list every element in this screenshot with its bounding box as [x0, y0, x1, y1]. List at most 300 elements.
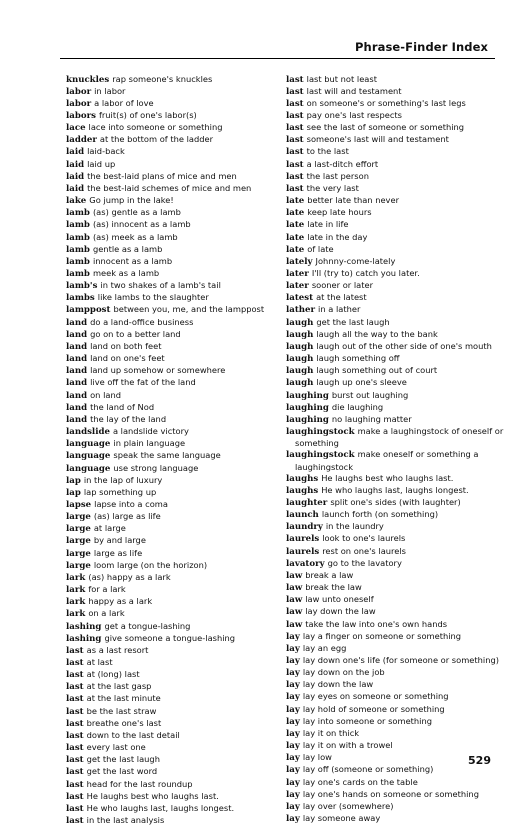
entry-phrase: lay into someone or something	[303, 716, 432, 726]
entry-headword: large	[66, 536, 91, 546]
entry-phrase: at last	[87, 657, 113, 667]
entry-headword: lay	[286, 705, 300, 715]
index-entry	[286, 304, 498, 316]
entry-phrase: on a lark	[88, 608, 124, 618]
index-entry	[66, 523, 280, 535]
index-entry	[286, 619, 498, 631]
entry-phrase: lay down the law	[303, 679, 373, 689]
index-entry	[286, 497, 498, 509]
index-entry	[66, 341, 280, 353]
entry-phrase: the best-laid schemes of mice and men	[87, 183, 251, 193]
index-entry	[66, 791, 280, 803]
entry-headword: lamb	[66, 208, 90, 218]
index-entry	[66, 596, 280, 608]
index-entry	[66, 779, 280, 791]
entry-headword: lap	[66, 488, 81, 498]
index-entry	[66, 74, 280, 86]
index-entry	[66, 548, 280, 560]
entry-phrase: (as) gentle as a lamb	[93, 207, 181, 217]
entry-phrase: (as) large as life	[94, 511, 161, 521]
index-entry	[66, 232, 280, 244]
index-entry	[286, 122, 498, 134]
entry-headword: laid	[66, 160, 84, 170]
entry-phrase: laugh out of the other side of one's mouth	[316, 341, 492, 351]
entry-headword: laundry	[286, 522, 323, 532]
index-entry	[66, 171, 280, 183]
entry-phrase: in labor	[94, 86, 125, 96]
entry-headword: lap	[66, 476, 81, 486]
entry-phrase: land on both feet	[90, 341, 161, 351]
entry-headword: late	[286, 196, 304, 206]
index-entry	[286, 414, 498, 426]
index-entry	[66, 414, 280, 426]
entry-headword: lamb	[66, 220, 90, 230]
index-entry	[286, 402, 498, 414]
entry-phrase: laid up	[87, 159, 115, 169]
entry-headword: labors	[66, 111, 96, 121]
index-entry	[66, 244, 280, 256]
entry-phrase: laugh all the way to the bank	[316, 329, 437, 339]
index-entry	[286, 570, 498, 582]
entry-headword: lambs	[66, 293, 95, 303]
index-entry	[66, 134, 280, 146]
entry-headword: knuckles	[66, 75, 109, 85]
entry-headword: laughing	[286, 403, 329, 413]
entry-headword: laid	[66, 147, 84, 157]
entry-phrase: He who laughs last, laughs longest.	[321, 485, 468, 495]
index-entry	[66, 754, 280, 766]
entry-headword: lay	[286, 814, 300, 824]
index-entry	[286, 801, 498, 813]
entry-headword: laughs	[286, 474, 318, 484]
entry-headword: large	[66, 524, 91, 534]
entry-headword: lay	[286, 680, 300, 690]
entry-headword: lark	[66, 585, 85, 595]
entry-headword: later	[286, 269, 309, 279]
entry-headword: lay	[286, 753, 300, 763]
entry-phrase: better late than never	[307, 195, 399, 205]
index-entry	[66, 560, 280, 572]
entry-headword: land	[66, 330, 87, 340]
entry-headword: lashing	[66, 622, 101, 632]
index-entry	[286, 195, 498, 207]
index-entry	[286, 329, 498, 341]
entry-headword: landslide	[66, 427, 110, 437]
entry-phrase: lay one's hands on someone or something	[303, 789, 479, 799]
entry-phrase: a landslide victory	[113, 426, 189, 436]
entry-headword: land	[66, 403, 87, 413]
index-entry	[66, 377, 280, 389]
entry-phrase: last will and testament	[307, 86, 402, 96]
index-entry	[66, 475, 280, 487]
index-entry	[286, 764, 498, 776]
entry-phrase: I'll (try to) catch you later.	[312, 268, 420, 278]
index-entry	[66, 329, 280, 341]
index-entry	[66, 353, 280, 365]
entry-phrase: lay one's cards on the table	[303, 777, 418, 787]
entry-phrase: in a lather	[318, 304, 360, 314]
entry-phrase: at (long) last	[87, 669, 140, 679]
entry-headword: lace	[66, 123, 86, 133]
entry-headword: lay	[286, 692, 300, 702]
entry-headword: last	[66, 682, 84, 692]
entry-headword: last	[286, 111, 304, 121]
index-entry	[286, 813, 498, 825]
entry-headword: language	[66, 451, 110, 461]
entry-headword: lay	[286, 656, 300, 666]
entry-phrase: lace into someone or something	[89, 122, 223, 132]
entry-headword: lay	[286, 632, 300, 642]
entry-headword: lay	[286, 802, 300, 812]
entry-phrase: laugh something off	[316, 353, 399, 363]
entry-headword: laugh	[286, 330, 313, 340]
index-entry	[286, 377, 498, 389]
entry-phrase: breathe one's last	[87, 718, 162, 728]
entry-phrase: (as) happy as a lark	[88, 572, 170, 582]
entry-phrase: late in the day	[307, 232, 367, 242]
entry-headword: laid	[66, 172, 84, 182]
entry-headword: lark	[66, 573, 85, 583]
entry-phrase: lapse into a coma	[94, 499, 168, 509]
index-entry	[66, 657, 280, 669]
index-entry	[286, 146, 498, 158]
entry-headword: lamb	[66, 245, 90, 255]
entry-headword: last	[286, 160, 304, 170]
entry-phrase: in the last analysis	[87, 815, 165, 825]
index-entry	[66, 572, 280, 584]
entry-phrase: gentle as a lamb	[93, 244, 162, 254]
index-entry	[286, 473, 498, 485]
entry-phrase: at the last gasp	[87, 681, 152, 691]
entry-phrase: on someone's or something's last legs	[307, 98, 466, 108]
index-entry	[66, 742, 280, 754]
index-entry	[66, 621, 280, 633]
index-entry	[66, 292, 280, 304]
entry-phrase: a last-ditch effort	[307, 159, 379, 169]
index-entry	[66, 183, 280, 195]
entry-phrase: of late	[307, 244, 333, 254]
entry-phrase: the lay of the land	[90, 414, 166, 424]
index-entry	[286, 521, 498, 533]
index-entry	[286, 365, 498, 377]
entry-headword: lay	[286, 790, 300, 800]
index-entry	[66, 633, 280, 645]
index-entry	[286, 679, 498, 691]
entry-headword: last	[286, 123, 304, 133]
index-entry	[66, 438, 280, 450]
index-entry	[286, 74, 498, 86]
entry-headword: last	[66, 707, 84, 717]
index-entry	[66, 122, 280, 134]
entry-phrase: between you, me, and the lamppost	[113, 304, 264, 314]
index-entry	[286, 594, 498, 606]
index-entry	[66, 608, 280, 620]
index-entry	[286, 219, 498, 231]
index-entry	[66, 681, 280, 693]
entry-headword: last	[286, 135, 304, 145]
entry-headword: lay	[286, 717, 300, 727]
entry-phrase: break a law	[305, 570, 353, 580]
index-entry	[286, 740, 498, 752]
entry-phrase: at the bottom of the ladder	[100, 134, 213, 144]
index-entry	[286, 485, 498, 497]
entry-headword: law	[286, 607, 302, 617]
entry-phrase: get the last laugh	[87, 754, 160, 764]
entry-headword: land	[66, 415, 87, 425]
entry-phrase: in the lap of luxury	[84, 475, 162, 485]
entry-headword: latest	[286, 293, 313, 303]
running-head: Phrase-Finder Index	[355, 40, 488, 54]
entry-phrase: laid-back	[87, 146, 125, 156]
entry-phrase: lay a finger on someone or something	[303, 631, 461, 641]
entry-phrase: be the last straw	[87, 706, 157, 716]
entry-headword: lay	[286, 778, 300, 788]
index-entry	[286, 716, 498, 728]
entry-phrase: He who laughs last, laughs longest.	[87, 803, 234, 813]
entry-phrase: give someone a tongue-lashing	[104, 633, 235, 643]
entry-headword: last	[66, 816, 84, 826]
index-entry	[66, 693, 280, 705]
entry-phrase: law unto oneself	[305, 594, 373, 604]
entry-headword: late	[286, 245, 304, 255]
entry-phrase: the land of Nod	[90, 402, 154, 412]
index-entry	[66, 535, 280, 547]
entry-headword: laugh	[286, 318, 313, 328]
entry-headword: ladder	[66, 135, 97, 145]
index-entry	[66, 390, 280, 402]
entry-phrase: get a tongue-lashing	[104, 621, 190, 631]
entry-headword: lather	[286, 305, 315, 315]
entry-phrase: Johnny-come-lately	[316, 256, 396, 266]
entry-headword: last	[286, 99, 304, 109]
entry-phrase: like lambs to the slaughter	[98, 292, 209, 302]
index-entry	[66, 718, 280, 730]
entry-phrase: a labor of love	[94, 98, 154, 108]
entry-phrase: lap something up	[84, 487, 156, 497]
entry-phrase: get the last word	[87, 766, 158, 776]
entry-phrase: make a laughingstock of oneself or	[358, 426, 504, 436]
entry-headword: lay	[286, 741, 300, 751]
entry-phrase: get the last laugh	[316, 317, 389, 327]
entry-phrase: see the last of someone or something	[307, 122, 464, 132]
index-entry	[286, 98, 498, 110]
entry-phrase: look to one's laurels	[322, 533, 405, 543]
entry-headword: laughing	[286, 391, 329, 401]
entry-phrase: innocent as a lamb	[93, 256, 172, 266]
index-entry	[66, 487, 280, 499]
entry-phrase: rest on one's laurels	[322, 546, 406, 556]
entry-phrase: use strong language	[113, 463, 198, 473]
entry-phrase: large as life	[94, 548, 142, 558]
entry-phrase: rap someone's knuckles	[112, 74, 212, 84]
entry-headword: laughter	[286, 498, 327, 508]
entry-headword: labor	[66, 99, 91, 109]
index-entry	[286, 752, 498, 764]
index-entry	[66, 463, 280, 475]
entry-phrase: in two shakes of a lamb's tail	[100, 280, 220, 290]
entry-headword: last	[66, 767, 84, 777]
index-entry	[286, 789, 498, 801]
index-entry	[286, 86, 498, 98]
entry-headword: last	[286, 147, 304, 157]
entry-phrase: last but not least	[307, 74, 377, 84]
entry-phrase: lay off (someone or something)	[303, 764, 434, 774]
entry-headword: lake	[66, 196, 86, 206]
entry-phrase: meek as a lamb	[93, 268, 159, 278]
index-entry	[66, 195, 280, 207]
index-entry	[66, 317, 280, 329]
entry-phrase: by and large	[94, 535, 146, 545]
entry-headword: last	[66, 694, 84, 704]
entry-headword: lavatory	[286, 559, 325, 569]
entry-headword: lamb	[66, 257, 90, 267]
entry-headword: law	[286, 571, 302, 581]
index-entry	[66, 304, 280, 316]
index-entry	[66, 645, 280, 657]
entry-phrase: lay hold of someone or something	[303, 704, 445, 714]
entry-phrase: no laughing matter	[332, 414, 412, 424]
index-entry	[286, 232, 498, 244]
index-entry	[66, 280, 280, 292]
entry-phrase: go on to a better land	[90, 329, 181, 339]
entry-phrase-continuation: something	[286, 438, 498, 449]
index-entry	[66, 766, 280, 778]
entry-headword: last	[66, 792, 84, 802]
entry-phrase: burst out laughing	[332, 390, 408, 400]
index-entry	[66, 426, 280, 438]
entry-phrase: lay someone away	[303, 813, 380, 823]
entry-headword: land	[66, 318, 87, 328]
index-entry	[66, 146, 280, 158]
entry-phrase: loom large (on the horizon)	[94, 560, 207, 570]
entry-headword: land	[66, 342, 87, 352]
entry-headword: last	[66, 731, 84, 741]
entry-headword: laurels	[286, 547, 319, 557]
entry-phrase: Go jump in the lake!	[89, 195, 173, 205]
entry-headword: last	[66, 719, 84, 729]
index-entry	[286, 777, 498, 789]
entry-phrase: late in life	[307, 219, 348, 229]
index-entry	[66, 499, 280, 511]
entry-headword: late	[286, 220, 304, 230]
entry-phrase: for a lark	[88, 584, 125, 594]
entry-phrase: lay eyes on someone or something	[303, 691, 449, 701]
page-number: 529	[468, 754, 491, 767]
entry-headword: large	[66, 512, 91, 522]
index-entry	[286, 631, 498, 643]
entry-phrase: land up somehow or somewhere	[90, 365, 225, 375]
index-entry	[286, 171, 498, 183]
entry-headword: laughingstock	[286, 427, 355, 437]
index-column-left	[66, 74, 280, 827]
entry-headword: lay	[286, 729, 300, 739]
entry-headword: laugh	[286, 378, 313, 388]
entry-headword: lapse	[66, 500, 91, 510]
index-entry	[286, 268, 498, 280]
entry-headword: large	[66, 549, 91, 559]
index-entry	[286, 509, 498, 521]
index-entry	[286, 317, 498, 329]
index-entry	[66, 207, 280, 219]
entry-phrase: do a land-office business	[90, 317, 193, 327]
entry-headword: last	[66, 780, 84, 790]
index-entry	[286, 110, 498, 122]
entry-phrase: land on one's feet	[90, 353, 165, 363]
index-entry	[286, 244, 498, 256]
entry-phrase: down to the last detail	[87, 730, 180, 740]
entry-phrase: take the law into one's own hands	[305, 619, 447, 629]
entry-phrase: (as) innocent as a lamb	[93, 219, 191, 229]
entry-headword: late	[286, 208, 304, 218]
entry-headword: last	[286, 172, 304, 182]
entry-headword: laughing	[286, 415, 329, 425]
entry-phrase: lay down the law	[305, 606, 375, 616]
entry-headword: last	[66, 670, 84, 680]
entry-phrase: laugh something out of court	[316, 365, 437, 375]
entry-headword: lay	[286, 765, 300, 775]
entry-phrase: lay it on with a trowel	[303, 740, 393, 750]
entry-phrase: He laughs best who laughs last.	[321, 473, 453, 483]
index-entry	[286, 643, 498, 655]
entry-phrase: break the law	[305, 582, 362, 592]
entry-headword: lark	[66, 597, 85, 607]
header-rule	[60, 58, 495, 59]
index-entry	[66, 669, 280, 681]
index-entry	[286, 533, 498, 545]
entry-phrase: live off the fat of the land	[90, 377, 196, 387]
entry-phrase: happy as a lark	[88, 596, 152, 606]
entry-phrase: someone's last will and testament	[307, 134, 449, 144]
index-entry	[66, 219, 280, 231]
entry-headword: last	[66, 658, 84, 668]
entry-headword: land	[66, 354, 87, 364]
entry-headword: laugh	[286, 366, 313, 376]
entry-headword: later	[286, 281, 309, 291]
index-entry	[66, 730, 280, 742]
entry-headword: last	[286, 87, 304, 97]
entry-phrase: go to the lavatory	[328, 558, 402, 568]
entry-phrase: in the laundry	[326, 521, 384, 531]
index-entry	[286, 546, 498, 558]
index-entry	[66, 803, 280, 815]
entry-headword: lashing	[66, 634, 101, 644]
entry-phrase: lay down on the job	[303, 667, 385, 677]
entry-phrase: laugh up one's sleeve	[316, 377, 407, 387]
entry-phrase: pay one's last respects	[307, 110, 402, 120]
entry-phrase: lay low	[303, 752, 332, 762]
entry-phrase: in plain language	[113, 438, 185, 448]
entry-headword: laurels	[286, 534, 319, 544]
index-entry	[286, 655, 498, 667]
index-entry	[66, 402, 280, 414]
entry-headword: late	[286, 233, 304, 243]
entry-headword: law	[286, 583, 302, 593]
entry-headword: land	[66, 391, 87, 401]
index-entry	[286, 159, 498, 171]
index-entry	[286, 280, 498, 292]
entry-headword: last	[66, 804, 84, 814]
entry-phrase: lay over (somewhere)	[303, 801, 394, 811]
index-entry	[66, 706, 280, 718]
entry-phrase: the very last	[307, 183, 359, 193]
entry-headword: last	[66, 646, 84, 656]
entry-headword: lark	[66, 609, 85, 619]
index-entry	[66, 86, 280, 98]
entry-headword: large	[66, 561, 91, 571]
index-entry	[286, 341, 498, 353]
index-entry	[66, 815, 280, 827]
entry-headword: laid	[66, 184, 84, 194]
